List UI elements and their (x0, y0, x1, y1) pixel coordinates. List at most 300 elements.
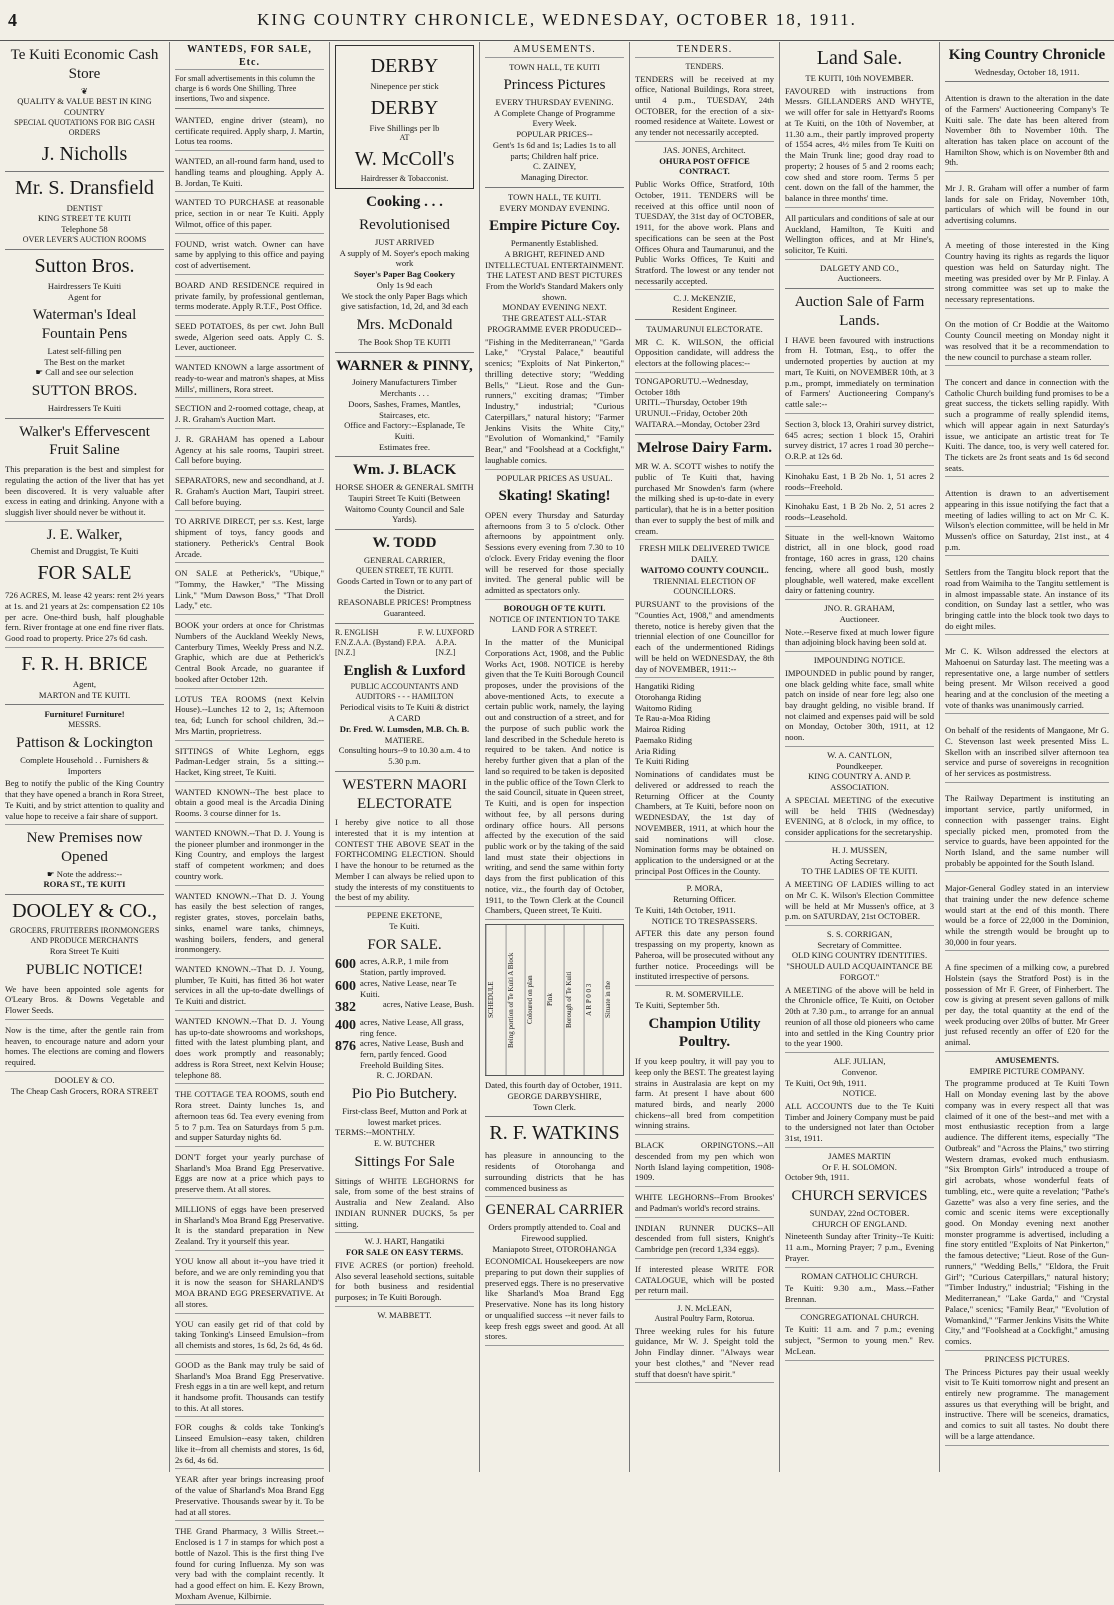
empire-heading-2: EMPIRE PICTURE COMPANY. (969, 1065, 1085, 1076)
auld: "SHOULD AULD ACQUAINTANCE BE FORGOT." (786, 961, 933, 982)
divider (335, 456, 474, 457)
auction-body: I HAVE been favoured with instructions from H. Totman, Esq., to offer the undernoted properties by auction at my mart, Te Kuiti, on NOVEMBER 10th, at 3 p.m., prompt, immediately on termination of Farmers' Auctioneering Company's cattle sale:-- (785, 333, 934, 414)
borough-heading: BOROUGH OF TE KUITI. (503, 602, 606, 613)
programme: "Fishing in the Mediterranean," "Garda Lake," "Crystal Palace," beautiful scenics; "Exploits of Nat Pinkerton," thrilling detective story; "Wedding Bells," "Lieut. Rose and the Gun-runners," exciting dramas; "Timber Industry," industrial; "Curious Caterpillars," natural history; "Farmer Jenkins Visits the White City," "Evolution of Womankind," "Family Bear," and "Foolshead at a Cockfight," laughable comics. (485, 335, 624, 470)
column-6 (780, 42, 940, 1472)
pepene-location: Te Kuiti. (389, 920, 420, 931)
wanted-ad: THE COTTAGE TEA ROOMS, south end Rora street. Dainty lunches 1s, and afternoon teas 6d. Tea every evening from 5 to 7 p.m. Tea on Saturdays from 5 p.m. and supper Saturday nights 6d. (175, 1087, 324, 1147)
last-para: Three weeking rules for his future guidance, Mr W. J. Speight told the John Findlay dinner. "Always wear your best clothes," and "Never read stuff that doesn't have spirit." (635, 1324, 774, 1384)
sale-item-acres: 600 (335, 978, 356, 994)
wanteds-heading: WANTEDS, FOR SALE, Etc. (175, 44, 324, 70)
catholic-heading: ROMAN CATHOLIC CHURCH. (801, 1270, 918, 1281)
every-monday: EVERY MONDAY EVENING. (499, 202, 610, 213)
call-text: Call and see our selection (45, 367, 134, 378)
princess-body: The Princess Pictures pay their usual weekly visit to Te Kuiti tomorrow night and present an entirely new programme. The management assures us that everything will be bright, and instructive. There will be sceneics, dramatics, and comics to suit all tastes. No doubt there will be a large attendance. (945, 1365, 1109, 1446)
rora-street: RORA ST., TE KUITI (43, 879, 126, 890)
piopio-heading: Pio Pio Butchery. (351, 1086, 458, 1103)
notice-body: ALL ACCOUNTS due to the Te Kuiti Timber and Joinery Company must be paid to the undersigned not later than October 31st, 1911. (785, 1099, 934, 1148)
lumsden: Dr. Fred. W. Lumsden, M.B. Ch. B. (339, 723, 470, 734)
note-address-text: Note the address:-- (56, 868, 123, 879)
bright: A BRIGHT, REFINED AND INTELLECTUAL ENTERTAINMENT. (485, 248, 624, 270)
english-heading: English & Luxford (343, 662, 466, 679)
notice-body: In the matter of the Municipal Corporations Act, 1908, and the Public Works Act, 1908. NOTICE is hereby given that the Te Kuiti Borough Council proposes, under the provisions of the above-mentioned Acts, to execute a certain public work, namely, the laying out and construction of a street, and for the purpose of such public work the land described in the Schedule hereto is required to be taken. And notice is hereby further given that a plan of the land so required to be taken is deposited in the public office of the Town Clerk to the said Council, situate in Queen street, Te Kuiti, and is open for inspection without fee, by all persons during ordinary office hours. All persons affected by the execution of the said public work or by the taking of the said land must state their objections in writing, and send the same within forty days from the first publication of this notice, viz., the fourth day of October, 1911, to the Town Clerk at the Council Chambers, Queen street, Te Kuiti. (485, 635, 624, 920)
mussen-title: Acting Secretary. (829, 855, 890, 866)
england-heading: CHURCH OF ENGLAND. (812, 1218, 907, 1229)
public-notice: PUBLIC NOTICE! (25, 961, 144, 978)
walker-title: Walker's Effervescent Fruit Saline (19, 423, 150, 459)
mussen: H. J. MUSSEN, (831, 844, 888, 855)
walker-body: This preparation is the best and simplest for regulating the action of the liver that has yet been discovered. It is very valuable after excess in eating and drinking. Anyone with a sluggish liver should never be without it. (5, 462, 164, 522)
news-paragraph: Attention is drawn to an advertisement appearing in this issue notifying the fact that a meeting of ladies willing to act on Mr C. K. Wilson's election committee, will be held in Mr Mussen's office on Saturday, 21st inst., at 4 p.m. (945, 486, 1109, 556)
derby-heading-1: DERBY (370, 55, 439, 77)
congregational-heading: CONGREGATIONAL CHURCH. (800, 1311, 919, 1322)
sale-item-acres: 876 (335, 1039, 356, 1055)
schedule-cell: Coloured on plan (525, 925, 545, 1075)
sale-item (335, 978, 474, 999)
english-left-sub: F.N.Z.A.A. (Bystand) F.P.A. [N.Z.] (335, 637, 426, 657)
wanted-ad: J. R. GRAHAM has opened a Labour Agency at his sale rooms, Taupiri street. Call before buying. (175, 432, 324, 470)
divider (785, 288, 934, 289)
auction-heading: Auction Sale of Farm Lands. (794, 294, 925, 329)
nicholls-heading: J. Nicholls (41, 142, 128, 165)
store-title: Te Kuiti Economic Cash Store (10, 47, 159, 82)
wanted-ad: BOOK your orders at once for Christmas Numbers of the Auckland Weekly News, Canterbury Times, Weekly Press and N.Z. Graphic, which are due at Petherick's Central Book Arcade, no guarantee if booked after October 12th. (175, 618, 324, 688)
champion-heading: Champion Utility Poultry. (648, 1015, 761, 1051)
warner-items: Doors, Sashes, Frames, Mantles, Staircases, etc. (348, 398, 461, 420)
piopio-body: First-class Beef, Mutton and Pork at lowest market prices. (342, 1105, 467, 1127)
soyer-body: We stock the only Paper Bags which give satisfaction, 1d, 2d, and 3d each (340, 290, 469, 312)
divider (5, 704, 164, 705)
impounding-heading: IMPOUNDING NOTICE. (813, 655, 906, 666)
wanted-ad: LOTUS TEA ROOMS (next Kelvin House).--Lunches 12 to 2, 1s; Afternoon tea, 6d; Lunch for school children, 3d.--Mrs Martin, proprietress. (175, 692, 324, 741)
soyer-title: Soyer's Paper Bag Cookery (354, 269, 455, 280)
derby-ad (335, 45, 474, 189)
old-king-heading: OLD KING COUNTRY IDENTITIES. (791, 950, 928, 961)
dooley-heading: DOOLEY & CO., (12, 900, 157, 923)
divider (335, 352, 474, 353)
wanted-ad: WANTED KNOWN.--That D. J. Young, plumber, Te Kuiti, has fitted 36 hot water services in all the up-to-date dwellings of Te Kuiti and district. (175, 962, 324, 1011)
trespassers-heading: NOTICE TO TRESPASSERS. (651, 915, 758, 926)
mora-date: Te Kuiti, 14th October, 1911. (635, 904, 736, 915)
kinohaku-1: Kinohaku East, 1 B 2b No. 1, 51 acres 2 roods--Freehold. (785, 469, 934, 496)
ornament-icon: ❦ (80, 85, 89, 96)
mckenzie-title: Resident Engineer. (672, 304, 737, 315)
store-sub: SPECIAL QUOTATIONS FOR BIG CASH ORDERS (14, 117, 155, 137)
every-thursday: EVERY THURSDAY EVENING. (495, 96, 614, 107)
kcap-heading: KING COUNTRY A. AND P. ASSOCIATION. (808, 771, 911, 793)
old-body: A MEETING of the above will be held in the Chronicle office, Te Kuiti, on October 20th at 7.30 p.m., to arrange for an annual reunion of all those old pioneers who came into and settled in the King Country prior to the year 1900. (785, 983, 934, 1053)
news-paragraph: Major-General Godley stated in an interview that training under the new defence scheme would start at the end of this month. There would be a force of 22,000 in the Dominion, while the strength would be brought up to 30,000 in four years. (945, 881, 1109, 951)
watkins-body: has pleasure in announcing to the residents of Otorohanga and surrounding districts that he has commenced business as (485, 1148, 624, 1197)
dentist-address: KING STREET TE KUITI (37, 213, 131, 224)
divider (5, 418, 164, 419)
jones: JAS. JONES, Architect. (663, 144, 746, 155)
wanted-ad: SITTINGS of White Leghorn, eggs Padman-Ledger strain, 5s a sitting.--Hacket, King street, Te Kuiti. (175, 744, 324, 782)
wanteds-intro: For small advertisements in this column the charge is 6 words One Shilling. Three insertions, Two and sixpence. (175, 74, 315, 103)
news-paragraph: A meeting of those interested in the King Country having its rights as regards the liquor question was held on Saturday night. The meeting was presided over by Mr P. Finlay. A strong committee was set up to make the necessary representations. (945, 238, 1109, 308)
warner-office: Office and Factory:--Esplanade, Te Kuiti. (344, 420, 465, 442)
hart: W. J. HART, Hangatiki (364, 1236, 445, 1247)
sale-item-desc: acres, Native Lease, Bush and fern, partly fenced. Good Freehold Building Sites. (360, 1038, 464, 1070)
column-4 (480, 42, 630, 1472)
hairdressers: Hairdressers Te Kuiti (47, 280, 122, 291)
triennial-body: PURSUANT to the provisions of the "Counties Act, 1908," and amendments thereto, notice is hereby given that the triennial election of one Councillor for each of the undermentioned Ridings will be held on WEDNESDAY, the 8th day of NOVEMBER, 1911:-- (635, 597, 774, 678)
wanted-ad: WANTED KNOWN.--That D. J. Young is the pioneer plumber and ironmonger in the King Country, and employs the largest staff of competent workmen; and does country work. (175, 826, 324, 886)
wanted-ad: YOU know all about it--you have tried it before, and we are only reminding you that it is now the season for SHARLAND'S MOA BRAND EGG PRESERVATIVE. At all stores. (175, 1254, 324, 1314)
soyer-intro: A supply of M. Soyer's epoch making work (339, 247, 470, 269)
town-hall: TOWN HALL, TE KUITI (509, 61, 600, 72)
wanted-ad: WANTED KNOWN.--That D. J. Young has up-to-date showrooms and workshops, fitted with the latest plumbing plant, and does work promptly and reasonably; address is Rora Street, next Kelvin House; telephone 88. (175, 1014, 324, 1084)
english-names (335, 628, 474, 638)
darbyshire: GEORGE DARBYSHIRE, (507, 1090, 602, 1101)
sittings-heading: Sittings For Sale (354, 1153, 455, 1170)
pattison-complete: Complete Household . . Furnishers & Importers (20, 754, 149, 776)
black-orpingtons: BLACK ORPINGTONS.--All descended from my pen which won North Island laying competition, 1908-1909. (635, 1138, 774, 1187)
wanted-list (175, 113, 324, 1605)
popular-usual: POPULAR PRICES AS USUAL. (496, 472, 613, 483)
english-sub: PUBLIC ACCOUNTANTS AND AUDITORS - - - HAMILTON (350, 682, 459, 702)
warner-heading: WARNER & PINNY, (336, 357, 473, 374)
wanted-ad: SEED POTATOES, 8s per cwt. John Bull swede, Algerion seed oats. Apply C. S. Lever, auctioneer. (175, 319, 324, 357)
champion-body: If you keep poultry, it will pay you to keep only the BEST. The greatest laying strains in Australasia are kept on my farm. At present I have about 600 matured birds, and nearly 2000 chickens--all bred from competition winning strains. (635, 1054, 774, 1135)
news-paragraph: The concert and dance in connection with the Catholic Church building fund promises to be a great success, the tickets selling rapidly. With such a programme of really splendid items, which will appear again in next Saturday's issue, we anticipate an artistic treat for Te Kuiti. The dance, too, is very well catered for. The tickets are 2s front seats and 1s 6d second seats. (945, 375, 1109, 478)
best-on-market: The Best on the market (44, 356, 125, 367)
sittings-body: Sittings of WHITE LEGHORNS for sale, from some of the best strains of Australia and New Zealand. Also INDIAN RUNNER DUCKS, 5s per sitting. (335, 1174, 474, 1234)
wanted-ad: YEAR after year brings increasing proof of the value of Sharland's Moa Brand Egg Preservative. Thousands swear by it. To be had at all stores. (175, 1472, 324, 1521)
schedule-cell: SCHEDULE (486, 925, 506, 1075)
prices-body: Gent's 1s 6d and 1s; Ladies 1s to all parts; Children half price. (492, 139, 617, 161)
english-right: F. W. LUXFORD (417, 627, 474, 637)
kcap-body: A SPECIAL MEETING of the executive will be held THIS (Wednesday) EVENING, at 8 o'clock, in my office, to consider applications for the secretaryship. (785, 793, 934, 842)
land-sale-heading: Land Sale. (816, 47, 903, 69)
dated: Dated, this fourth day of October, 1911. (485, 1080, 623, 1091)
derby-price-1: Ninepence per stick (370, 81, 439, 91)
column-1 (0, 42, 170, 1472)
land-body-2: All particulars and conditions of sale at our Auckland, Hamilton, Te Kuiti and Wellington offices, and at Mr Hine's, solicitor, Te Kuiti. (785, 211, 934, 260)
amusements-heading: AMUSEMENTS. (485, 44, 624, 58)
wanted-ad: TO ARRIVE DIRECT, per s.s. Kest, large shipment of toys, fancy goods and stationery. Petherick's Central Book Arcade. (175, 514, 324, 563)
mora: P. MORA, (686, 883, 723, 894)
western-heading: WESTERN MAORI ELECTORATE (342, 776, 467, 812)
meeting-item: URUNUI.--Friday, October 20th (635, 408, 748, 419)
schedule-cell: Being portion of Te Kuiti A Block (506, 925, 526, 1075)
empire-body: The programme produced at Te Kuiti Town Hall on Monday evening last by the above company was in every respect all that was claimed of it one of the best--and met with a most enthusiastic reception from a large audience. The different items, especially "The Outbreak" and "Across the Plains," two stirring Western dramas, evoked much enthusiasm. "Six Brompton Girls" introduced a troupe of girl acrobats, whose wonderful feats of tumbling, etc., were quite a revelation; "Pathe's Gazette" was also a very fine series, and the comic and scenic items were exceptionally good. On Monday evening next another monster programme is advertised, including a fine story entitled "Exploits of Nat Pinkerton," the famous detective; "Lieut. Rose of the Gun-runners," "Wedding Bells," "Eldora, the Fruit Girl"; "Curious Caterpillars," natural history; "Timber Industry," industrial; "Fishing in the Mediterranean," "Lake Garda," and "Crystal Palace," scenics; "Family Bear," "Evolution of Womankind," "Farmer Jenkins Visits the White City," and "Foolshead at a Cockfight," amusing comics. (945, 1076, 1109, 1350)
complete-change: A Complete Change of Programme Every Week. (493, 107, 616, 129)
divider (175, 108, 324, 109)
western-body: I hereby give notice to all those interested that it is my intention at CONTEST THE ABOVE SEAT in the FORTHCOMING ELECTION. Should I have the honour to be returned as the Member I can always be relied upon to study the interests of my constituents to the best of my ability. (335, 815, 474, 907)
zainey: C. ZAINEY, (532, 161, 577, 172)
popular-prices: POPULAR PRICES-- (516, 129, 593, 140)
solomon: Or F. H. SOLOMON. (822, 1161, 897, 1172)
meeting-item: WAITARA.--Monday, October 23rd (635, 418, 760, 429)
wanted-ad: FOR coughs & colds take Tonking's Linseed Emulsion--easy taken, children like it--from all chemists and stores, 1s 6d, 2s 6d, 4s 6d. (175, 1420, 324, 1469)
sale-item (335, 1038, 474, 1070)
brice-heading: F. R. H. BRICE (21, 652, 148, 675)
chronicle-heading: King Country Chronicle (948, 47, 1106, 63)
ladies-heading: TO THE LADIES OF TE KUITI. (801, 866, 918, 877)
english-right-sub: A.P.A. [N.Z.] (435, 637, 457, 657)
dentist-label: DENTIST (66, 202, 103, 213)
divider (635, 434, 774, 435)
public-notice-body: We have been appointed sole agents for O'Leary Bros. & Downs Vegetable and Flower Seeds. (5, 982, 164, 1020)
meeting-item: TONGAPORUTU.--Wednesday, October 18th (635, 375, 749, 397)
notice-heading: NOTICE. (842, 1088, 877, 1099)
mabbett: W. MABBETT. (377, 1309, 432, 1320)
note-address (5, 869, 164, 880)
maniapoto: Maniapoto Street, OTOROHANGA (492, 1243, 617, 1254)
mora-title: Returning Officer. (673, 894, 736, 905)
wanted-ad: DON'T forget your yearly purchase of Sharland's Moa Brand Egg Preservative. Eggs are now at a price which pays to preserve them. At all stores. (175, 1150, 324, 1199)
furniture: Furniture! Furniture! (44, 709, 125, 720)
five-acres: FIVE ACRES (or portion) freehold. Also several leasehold sections, suitable for both business and residential purposes; in Te Kuiti Borough. (335, 1258, 474, 1307)
cantlon-title: Poundkeeper. (836, 760, 883, 771)
masthead-title: KING COUNTRY CHRONICLE, WEDNESDAY, OCTOBER 18, 1911. (257, 10, 857, 29)
revolutionised-heading: Revolutionised (359, 217, 450, 234)
meetings-list (635, 376, 774, 430)
mccoll-sub: Hairdresser & Tobacconist. (360, 174, 449, 184)
zainey-title: Managing Director. (520, 172, 589, 183)
book-shop: The Book Shop TE KUITI (358, 336, 451, 347)
section-1: Section 3, block 13, Orahiri survey district, 645 acres; section 1 block 15, Orahiri survey district, 17 acres 1 road 30 perche--O.R.P. at 12s 6d. (785, 417, 934, 466)
watkins-heading: R. F. WATKINS (489, 1122, 620, 1145)
estimates: Estimates free. (378, 441, 431, 452)
easy-terms: FOR SALE ON EASY TERMS. (345, 1247, 464, 1258)
dooley-sub: GROCERS, FRUITERERS IRONMONGERS AND PRODUCE MERCHANTS (9, 926, 160, 946)
wanted-ad: THE Grand Pharmacy, 3 Willis Street.--Enclosed is 1 7 in stamps for which post a bottle of Nazol. This is the first thing I've found for curing Influenza. My son was very bad with the complaint recently. It had a good effect on him. E. Kezy Brown, Moxham Avenue, Kilbirnie. (175, 1524, 324, 1605)
self-filling: Latest self-filling pen (47, 345, 122, 356)
divider (945, 81, 1109, 82)
todd-body: Goods Carted in Town or to any part of the District. (336, 575, 473, 597)
ladies-body: A MEETING OF LADIES willing to act on Mr C. K. Wilson's Election Committee will be held at Mr Mussen's office, at 3 p.m. on SATURDAY, 21st OCTOBER. (785, 877, 934, 926)
tender-1: TENDERS will be received at my office, National Buildings, Rora street, until 4 p.m., TUESDAY, 24th OCTOBER, for the erection of a six-roomed residence at Waitete. Lowest or any tender not necessarily accepted. (635, 72, 774, 142)
column-3 (330, 42, 480, 1472)
warner-sub: Joinery Manufacturers Timber Merchants . . . (352, 377, 457, 399)
for-sale-heading: FOR SALE (37, 562, 132, 585)
column-7 (940, 42, 1114, 1472)
cheap-grocers: The Cheap Cash Grocers, RORA STREET (10, 1085, 159, 1096)
messrs: MESSRS. (68, 720, 101, 730)
pointing-hand-icon: ☛ (35, 367, 46, 378)
sale-item-desc: acres, Native Lease, Bush. (382, 999, 474, 1010)
news-paragraph: On the motion of Cr Boddie at the Waitomo County Council meeting on Monday night it was resolved that it be a recommendation to the new council to purchase a steam roller. (945, 317, 1109, 366)
store-tag: QUALITY & VALUE BEST IN KING COUNTRY (17, 96, 152, 117)
wanted-ad: WANTED KNOWN.--That D. J. Young has easily the best selection of ranges, register grates, stoves, porcelain baths, sinks, enamel ware tanks, chimneys, washing boilers, fenders, and general ironmongery. (175, 889, 324, 959)
divider (485, 1116, 624, 1117)
walker-name: J. E. Walker, (46, 526, 123, 543)
rora-street-2: Rora Street Te Kuiti (49, 946, 120, 957)
consulting: Consulting hours--9 to 10.30 a.m. 4 to 5.30 p.m. (338, 745, 471, 767)
tenders-sub: TENDERS. (685, 61, 724, 71)
kinohaku-2: Kinohaku East, 1 B 2b No. 2, 51 acres 2 roods--Leasehold. (785, 499, 934, 526)
tenders-heading: TENDERS. (635, 44, 774, 58)
dalgety: DALGETY AND CO., (820, 262, 899, 273)
fresh-milk: FRESH MILK DELIVERED TWICE DAILY. (639, 543, 770, 565)
church-heading: CHURCH SERVICES (791, 1188, 928, 1205)
cooking-heading: Cooking . . . (366, 194, 443, 211)
walker-sub: Chemist and Druggist, Te Kuiti (30, 546, 139, 557)
triennial: TRIENNIAL ELECTION OF COUNCILLORS. (653, 575, 756, 597)
divider (335, 529, 474, 530)
divider (5, 171, 164, 172)
graham: JNO. R. GRAHAM, (824, 603, 895, 614)
catholic-body: Te Kuiti: 9.30 a.m., Mass.--Father Brennan. (785, 1281, 934, 1308)
meeting-item: URITI.--Thursday, October 19th (635, 397, 748, 408)
english-left: R. ENGLISH (335, 627, 379, 637)
divider (335, 771, 474, 772)
julian-date: Te Kuiti, Oct 9th, 1911. (785, 1077, 867, 1088)
julian-title: Convenor. (841, 1066, 878, 1077)
princess-heading: Princess Pictures (503, 77, 606, 94)
somerville: R. M. SOMERVILLE. (665, 989, 744, 1000)
brice-location: MARTON and TE KUITI. (38, 689, 131, 700)
schedule-cell: A R P 0 0 3 (584, 925, 604, 1075)
taumarunui-heading: TAUMARUNUI ELECTORATE. (646, 323, 763, 334)
princess-heading-2: PRINCESS PICTURES. (984, 1353, 1070, 1364)
dooley-2: DOOLEY & CO. (54, 1074, 115, 1085)
pepene: PEPENE EKETONE, (366, 910, 443, 921)
for-sale-heading-2: FOR SALE. (367, 936, 442, 953)
somerville-date: Te Kuiti, September 5th. (635, 999, 720, 1010)
ridings-list (635, 681, 774, 767)
sale-item-acres: 600 (335, 957, 356, 973)
carrier-heading: GENERAL CARRIER (485, 1202, 624, 1219)
riding-item: Waitomo Riding (635, 702, 692, 713)
news-paragraph: Attention is drawn to the alteration in the date of the Farmers' Auctioneering Company's Te Kuiti sale. The date has been altered from November 8th to November 10th. The alteration has taken place on account of the Hamilton Show, which is on November 8th and 9th. (945, 91, 1109, 172)
news-paragraph: The Railway Department is instituting an important service, partly uniformed, in connection with passenger trains. Eight specially picked men, promoted from the service to guards, have been appointed for the North Island, and the same number will probably be appointed for the South Island. (945, 791, 1109, 872)
greatest: THE GREATEST ALL-STAR PROGRAMME EVER PRODUCED-- (487, 313, 622, 334)
sale-item-desc: acres, A.R.P., 1 mile from Station, partly improved. (360, 956, 449, 978)
derby-heading-2: DERBY (370, 96, 439, 119)
melrose-heading: Melrose Dairy Farm. (636, 439, 773, 456)
martin-date: October 9th, 1911. (785, 1172, 850, 1183)
carrier-body: Orders promptly attended to. Coal and Firewood supplied. (488, 1222, 621, 1243)
pattison-body: Beg to notify the public of the King Country that they have opened a branch in Rora Street, Te Kuiti, and by strict attention to quality and value hope to receive a fair share of support. (5, 776, 164, 825)
england-body: Nineteenth Sunday after Trinity--Te Kuiti: 11 a.m., Morning Prayer; 7 p.m., Evening Prayer. (785, 1229, 934, 1267)
divider (5, 249, 164, 250)
sutton-heading: Sutton Bros. (34, 254, 135, 277)
card: A CARD (388, 713, 421, 724)
dentist-name: Mr. S. Dransfield (15, 176, 154, 199)
riding-item: Te Kuiti Riding (635, 756, 689, 767)
skating-heading: Skating! Skating! (498, 488, 611, 505)
derby-at: AT (399, 133, 410, 143)
wanted-ad: MILLIONS of eggs have been preserved in Sharland's Moa Brand Egg Preservative. It is the standard preparation in New Zealand. Try it yourself this year. (175, 1202, 324, 1251)
cong-body: Te Kuiti: 11 a.m. and 7 p.m.; evening subject, "Sermon to young men." Rev. McLean. (785, 1322, 934, 1360)
news-paragraph: On behalf of the residents of Mangaone, Mr G. C. Stevenson last week presented Miss L. Skellon with an inscribed silver afternoon tea service and purse of sovereigns in recognition of her services as postmistress. (945, 723, 1109, 783)
sale-item (335, 999, 474, 1017)
call-and-see (5, 367, 164, 378)
schedule-cell: Situate in the (603, 925, 623, 1075)
dalgety-title: Auctioneers. (837, 273, 882, 284)
ohura-heading: OHURA POST OFFICE CONTRACT. (659, 155, 750, 177)
column-2 (170, 42, 330, 1601)
waterman-pens: Waterman's Ideal Fountain Pens (32, 307, 137, 343)
sale-item (335, 956, 474, 977)
black-heading: Wm. J. BLACK (352, 462, 457, 479)
wanted-ad: BOARD AND RESIDENCE required in private family, by professional gentleman, terms moderate. Apply R.T.F., Post Office. (175, 278, 324, 316)
news-paragraph: Mr J. R. Graham will offer a number of farm lands for sale on Friday, November 10th, particulars of which will be found in our advertising columns. (945, 181, 1109, 230)
new-premises: New Premises now Opened (26, 830, 143, 865)
mckenzie: C. J. McKENZIE, (673, 293, 736, 304)
wanted-ad: FOUND, wrist watch. Owner can have same by applying to this office and paying cost of advertisement. (175, 237, 324, 275)
runner-ducks: INDIAN RUNNER DUCKS--All descended from full sisters, Knight's Cambridge pen (record 1,334 eggs). (635, 1221, 774, 1259)
sale-item-desc: acres, Native Lease, All grass, ring fence. (360, 1016, 464, 1038)
wanted-ad: WANTED KNOWN--The best place to obtain a good meal is the Arcadia Dining Rooms. 3 course dinner for 1s. (175, 785, 324, 823)
sutton-bros-2: SUTTON BROS. (31, 383, 138, 400)
wanted-ad: GOOD as the Bank may truly be said of Sharland's Moa Brand Egg Preservative. Fresh eggs in a tin are well kept, and return it handsome profit. Thousands can testify to this. At all stores. (175, 1358, 324, 1418)
news-paragraph: Mr C. K. Wilson addressed the electors at Mahoenui on Saturday last. The meeting was a representative one, a large number of settlers being present. Mr Wilson received a good hearing and at the conclusion of the meeting a vote of thanks was unanimously carried. (945, 644, 1109, 714)
reserve-note: Note.--Reserve fixed at much lower figure than adjoining block having been sold at. (785, 625, 934, 652)
wanted-ad: ON SALE at Petherick's, "Ubique," "Tommy, the Hawker," "The Missing Link," "Mum Dawson Boss," "That Droll Lady," etc. (175, 566, 324, 615)
riding-item: Mairoa Riding (635, 724, 686, 735)
brice-agent: Agent, (72, 678, 97, 689)
corrigan-title: Secretary of Committee. (817, 939, 902, 950)
corrigan: S. S. CORRIGAN, (826, 928, 893, 939)
soyer-price: Only 1s 9d each (376, 279, 433, 290)
ohura-body: Public Works Office, Stratford, 10th October, 1911. TENDERS will be received at this office until noon of TUESDAY, the 31st day of OCTOBER, 1911, for the above work. Plans and specifications can be seen at the Post Offices Ohura and Taumarunui, and the Public Works Offices, Te Kuiti and Stratford. The lowest or any tender not necessarily accepted. (635, 177, 774, 290)
mclean: J. N. McLEAN, (677, 1302, 732, 1313)
derby-price-2: Five Shillings per lb (369, 122, 440, 133)
over-lever: OVER LEVER'S AUCTION ROOMS (22, 234, 147, 244)
todd-sub: GENERAL CARRIER, (363, 554, 446, 565)
situate: Situate in the well-known Waitomo district, all in one block, good road frontage, 160 acres in grass, 120 chains fencing, where all good bush, mostly ploughable, well watered, make excellent dairy or fattening country. (785, 530, 934, 600)
notice-intention: NOTICE OF INTENTION TO TAKE LAND FOR A STREET. (489, 613, 620, 635)
town-hall-2: TOWN HALL, TE KUITI. (508, 191, 601, 202)
dentist-telephone: Telephone 58 (61, 224, 108, 235)
todd-address: QUEEN STREET, TE KUITI. (355, 565, 454, 575)
cantlon: W. A. CANTLON, (827, 749, 892, 760)
sale-item-acres: 382 (335, 1000, 356, 1016)
divider (485, 187, 624, 188)
martin: JAMES MARTIN (828, 1150, 891, 1161)
sale-item-desc: acres, Native Lease, near Te Kuiti. (360, 977, 457, 999)
wanted-ad: SECTION and 2-roomed cottage, cheap, at J. R. Graham's Auction Mart. (175, 401, 324, 428)
wanted-ad: WANTED TO PURCHASE at reasonable price, section in or near Te Kuiti. Apply Wilmot, office of this paper. (175, 195, 324, 233)
monday-next: MONDAY EVENING NEXT. (502, 302, 607, 313)
page-number: 4 (8, 10, 17, 30)
schedule-table (485, 924, 624, 1076)
chronicle-date: Wednesday, October 18, 1911. (974, 66, 1080, 77)
just-arrived: JUST ARRIVED (374, 236, 435, 247)
mcdonald: Mrs. McDonald (356, 317, 453, 334)
riding-item: Aria Riding (635, 745, 676, 756)
julian: ALF. JULIAN, (833, 1056, 886, 1067)
trespass-body: AFTER this date any person found trespassing on my property, known as Paheroa, will be prosecuted without any further notice. Proceedings will be instituted irrespective of persons. (635, 926, 774, 986)
te-kuiti-nov: TE KUITI, 10th NOVEMBER. (805, 73, 914, 83)
waitomo-heading: WAITOMO COUNTY COUNCIL. (640, 564, 769, 575)
divider (335, 623, 474, 624)
news-paragraph: Settlers from the Tangitu block report that the road from Waimiha to the Tangitu settlement is in almost impassable state. An instance of its condition, on Sunday last a settler, who was bringing cattle into the block took two days to do eight miles. (945, 565, 1109, 635)
mclean-sub: Austral Poultry Farm, Rotorua. (654, 1313, 755, 1323)
wanted-ad: WANTED KNOWN a large assortment of ready-to-wear and matron's shapes, at Miss Mills', milliners, Rora street. (175, 360, 324, 398)
wanted-ad: YOU can easily get rid of that cold by taking Tonking's Linseed Emulsion--from all chemists and stores, 1s 6d, 2s 6d, 4s 6d. (175, 1317, 324, 1355)
jordan: R. C. JORDAN. (376, 1070, 433, 1081)
black-address: Taupiri Street Te Kuiti (Between Waitomo County Council and Sale Yards). (344, 492, 465, 525)
melrose-body: MR W. A. SCOTT wishes to notify the public of Te Kuiti that, having purchased Mr Snowden's farm (where the milking shed is up-to-date in every particular), that he is in a better position than ever to supply the best of milk and cream. (635, 459, 774, 540)
wanted-ad: SEPARATORS, new and secondhand, at J. R. Graham's Auction Mart, Taupiri street. Call before buying. (175, 473, 324, 511)
land-body: FAVOURED with instructions from Messrs. GILLANDERS AND WHYTE, we will offer for sale in Hettyard's Rooms at Te Kuiti, on the 10th of November, at 11.30 a.m., their partly improved property of 1554 acres, 4½ miles from Te Kuiti on the Main Trunk line; good dray road to property; 2 houses of 5 and 2 rooms each; cow shed and store room. Terms 5 per cent. down on the fall of the hammer, the balance in three months' time. (785, 84, 934, 208)
sale-items (335, 956, 474, 1070)
agent-for: Agent for (67, 291, 102, 302)
news-paragraph: A fine specimen of a milking cow, a purebred Holstein (says the Stratford Post) is in the possession of Mr F. Greer, of Finherbert. The cow is giving at present seven gallons of milk per day, the total quantity at the end of the week producing over 20lbs of butter. Mr Greer just refused recently an offer of £20 for the animal. (945, 960, 1109, 1052)
amusements-heading-2: AMUSEMENTS. (995, 1054, 1059, 1065)
graham-title: Auctioneer. (839, 613, 880, 624)
impound-body: IMPOUNDED in public pound by ranger, one black gelding white face, small white patch on inside of near fore leg; also one bay draught gelding, no visible brand. If not claimed and expenses paid will be sold on Monday, October 30th, 1911, at 12 noon. (785, 666, 934, 747)
divider (5, 894, 164, 895)
hairdressers-2: Hairdressers Te Kuiti (47, 402, 122, 413)
schedule-cell: Borough of Te Kuiti (564, 925, 584, 1075)
news-paragraphs (945, 91, 1109, 1052)
